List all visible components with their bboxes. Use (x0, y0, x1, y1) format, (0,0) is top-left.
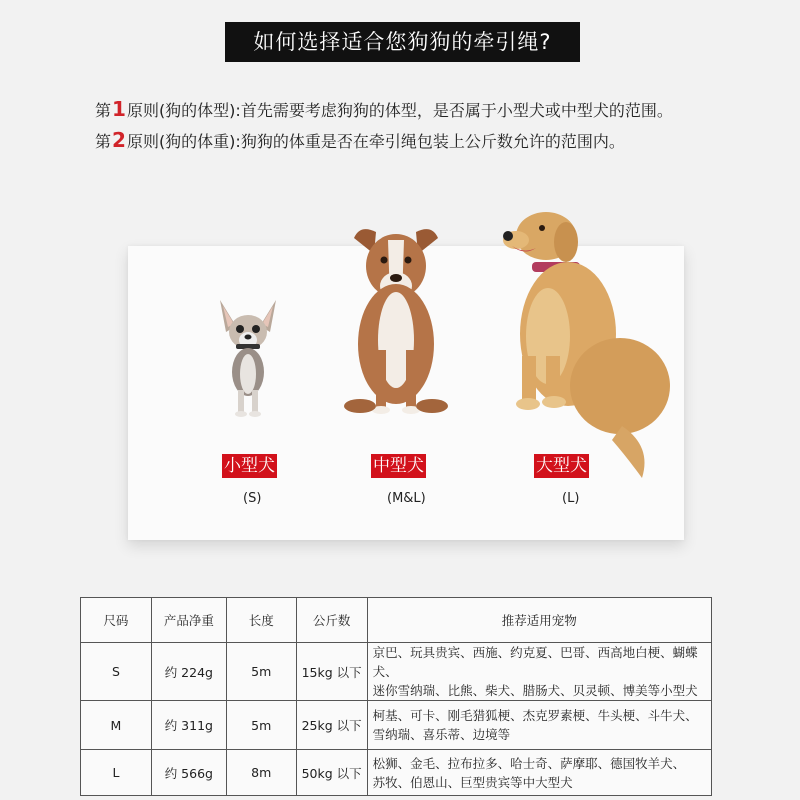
pets-line-2: 苏牧、伯恩山、巨型贵宾等中大型犬 (372, 774, 573, 790)
rule-2-text: 原则(狗的体重):狗狗的体重是否在牵引绳包装上公斤数允许的范围内。 (126, 132, 625, 151)
large-dog-label: 大型犬 (536, 456, 587, 476)
cell-weight: 约 566g (151, 750, 226, 796)
pets-line-1: 松狮、金毛、拉布拉多、哈士奇、萨摩耶、德国牧羊犬、 (372, 755, 686, 771)
cell-weight: 约 311g (151, 701, 226, 750)
cell-pets (367, 750, 711, 796)
rule-1-prefix: 第 (95, 101, 112, 120)
cell-size: L (81, 750, 152, 796)
table-row (81, 701, 712, 750)
cell-length: 5m (226, 701, 296, 750)
golden-retriever-illustration (502, 206, 672, 482)
cell-pets (367, 643, 711, 701)
cell-kg: 50kg 以下 (296, 750, 367, 796)
chihuahua-illustration (212, 296, 284, 418)
rule-2 (95, 128, 625, 152)
col-header-kg: 公斤数 (296, 598, 367, 643)
rule-1-text: 原则(狗的体型):首先需要考虑狗狗的体型，是否属于小型犬或中型犬的范围。 (126, 101, 673, 120)
medium-dog-label: 中型犬 (373, 456, 424, 476)
cell-kg: 25kg 以下 (296, 701, 367, 750)
col-header-weight: 产品净重 (151, 598, 226, 643)
cell-kg: 15kg 以下 (296, 643, 367, 701)
rule-1-number: 1 (112, 97, 126, 121)
table-header-row (81, 598, 712, 643)
cell-weight: 约 224g (151, 643, 226, 701)
page-title: 如何选择适合您狗狗的牵引绳? (225, 22, 580, 62)
small-dog-label: 小型犬 (224, 456, 275, 476)
medium-dog-size: (M&L) (387, 491, 426, 506)
rule-1 (95, 97, 673, 121)
pets-line-1: 柯基、可卡、刚毛猎狐梗、杰克罗素梗、牛头梗、斗牛犬、 (372, 708, 698, 723)
pitbull-illustration (340, 220, 452, 416)
col-header-length: 长度 (226, 598, 296, 643)
rule-2-prefix: 第 (95, 132, 112, 151)
cell-length: 8m (226, 750, 296, 796)
pets-line-2: 迷你雪纳瑞、比熊、柴犬、腊肠犬、贝灵顿、博美等小型犬 (372, 683, 698, 698)
table-row (81, 643, 712, 701)
col-header-size: 尺码 (81, 598, 152, 643)
small-dog-size: (S) (243, 491, 262, 506)
table-row (81, 750, 712, 796)
cell-pets (367, 701, 711, 750)
large-dog-size: (L) (562, 491, 580, 506)
pets-line-2: 雪纳瑞、喜乐蒂、边境等 (372, 727, 511, 742)
cell-size: M (81, 701, 152, 750)
rule-2-number: 2 (112, 128, 126, 152)
pets-line-1: 京巴、玩具贵宾、西施、约克夏、巴哥、西高地白梗、蝴蝶犬、 (372, 645, 698, 679)
cell-size: S (81, 643, 152, 701)
cell-length: 5m (226, 643, 296, 701)
col-header-pets: 推荐适用宠物 (367, 598, 711, 643)
size-table (80, 597, 712, 796)
